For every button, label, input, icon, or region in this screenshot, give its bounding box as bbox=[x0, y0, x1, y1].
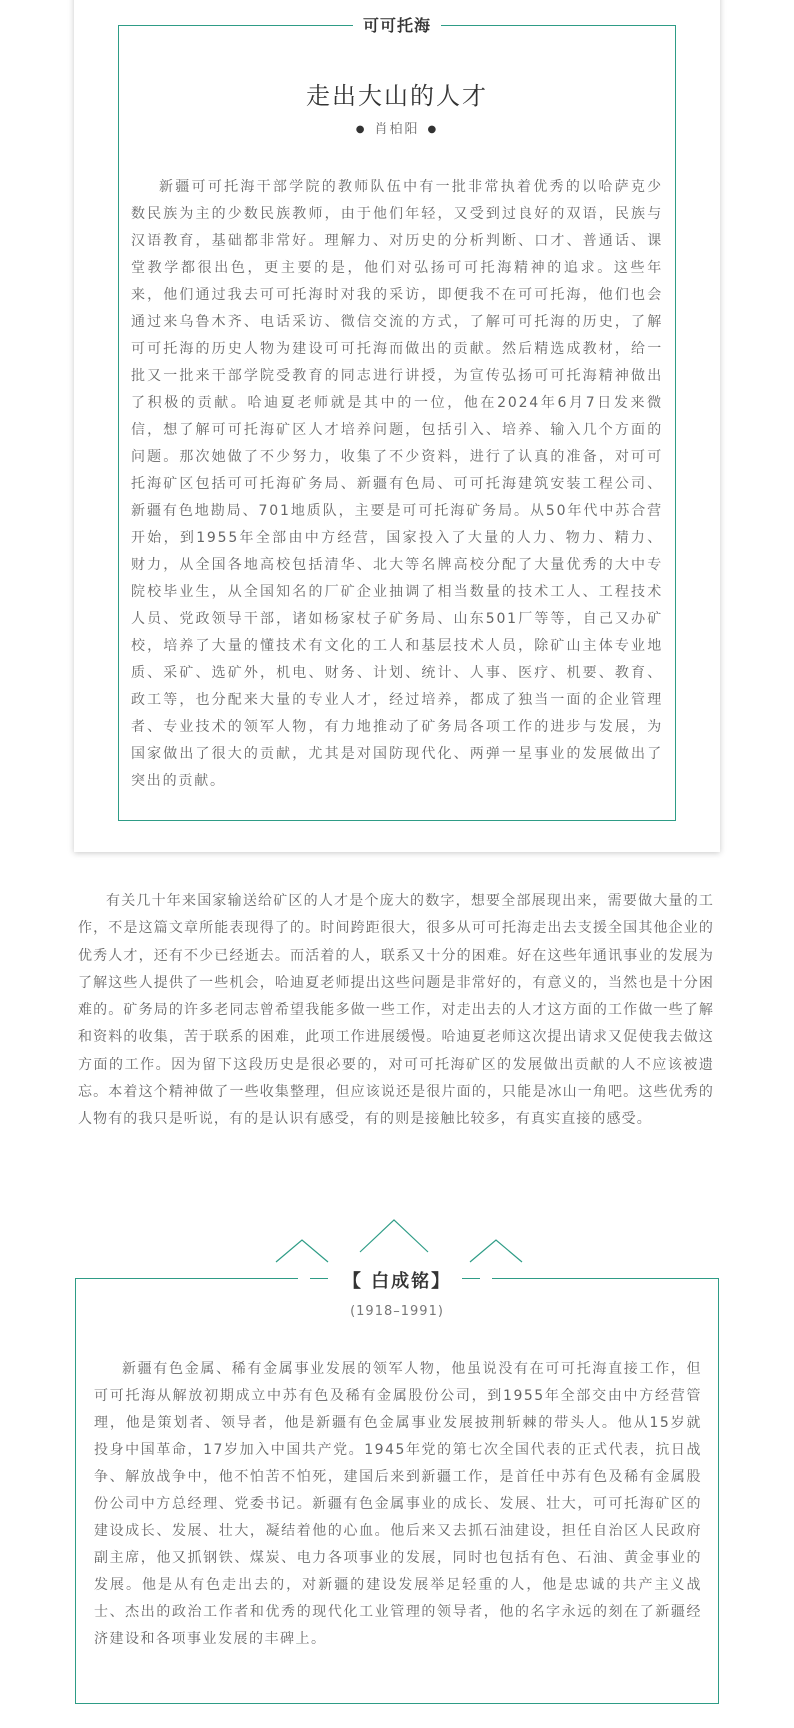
profile-box bbox=[75, 1271, 719, 1704]
bullet-icon: ● bbox=[427, 124, 439, 135]
article-frame bbox=[118, 16, 676, 821]
article-title: 走出大山的人才 bbox=[306, 82, 488, 110]
intro-paragraph: 有关几十年来国家输送给矿区的人才是个庞大的数字，想要全部展现出来，需要做大量的工作，不是这篇文章所能表现得了的。时间跨距很大，很多从可可托海走出去支援全国其他企业的优秀人才，还有不少已经逝去。而活着的人，联系又十分的困难。好在这些年通讯事业的发展为了解这些人提供了一些机会，哈迪夏老师提出这些问题是非常好的，有意义的，当然也是十分困难的。矿务局的许多老同志曾希望我能多做一些工作，对走出去的人才这方面的工作做一些了解和资料的收集，苦于联系的困难，此项工作进展缓慢。哈迪夏老师这次提出请求又促使我去做这方面的工作。因为留下这段历史是很必要的，对可可托海矿区的发展做出贡献的人不应该被遗忘。本着这个精神做了一些收集整理，但应该说还是很片面的，只能是冰山一角吧。这些优秀的人物有的我只是听说，有的是认识有感受，有的则是接触比较多，有真实直接的感受。 bbox=[78, 893, 714, 1128]
profile-years: (1918–1991) bbox=[350, 1304, 444, 1319]
profile-body: 新疆有色金属、稀有金属事业发展的领军人物，他虽说没有在可可托海直接工作，但可可托海从解放初期成立中苏有色及稀有金属股份公司，到1955年全部交由中方经营管理，他是策划者、领导者，他是新疆有色金属事业发展披荆斩棘的带头人。他从15岁就投身中国革命，17岁加入中国共产党。1945年党的第七次全国代表的正式代表，抗日战争、解放战争中，他不怕苦不怕死，建国后来到新疆工作，是首任中苏有色及稀有金属股份公司中方总经理、党委书记。新疆有色金属事业的成长、发展、壮大，可可托海矿区的建设成长、发展、壮大，凝结着他的心血。他后来又去抓石油建设，担任自治区人民政府副主席，他又抓钢铁、煤炭、电力各项事业的发展，同时也包括有色、石油、黄金事业的发展。他是从有色走出去的，对新疆的建设发展举足轻重的人，他是忠诚的共产主义战士、杰出的政治工作者和优秀的现代化工业管理的领导者，他的名字永远的刻在了新疆经济建设和各项事业发展的丰碑上。 bbox=[94, 1361, 702, 1647]
article-body: 新疆可可托海干部学院的教师队伍中有一批非常执着优秀的以哈萨克少数民族为主的少数民族教师，由于他们年轻，又受到过良好的双语，民族与汉语教育，基础都非常好。理解力、对历史的分析判断、口才、普通话、课堂教学都很出色，更主要的是，他们对弘扬可可托海精神的追求。这些年来，他们通过我去可可托海时对我的采访，即便我不在可可托海，他们也会通过来乌鲁木齐、电话采访、微信交流的方式，了解可可托海的历史，了解可可托海的历史人物为建设可可托海而做出的贡献。然后精选成教材，给一批又一批来干部学院受教育的同志进行讲授，为宣传弘扬可可托海精神做出了积极的贡献。哈迪夏老师就是其中的一位，他在2024年6月7日发来微信，想了解可可托海矿区人才培养问题，包括引入、培养、输入几个方面的问题。那次她做了不少努力，收集了不少资料，进行了认真的准备，对可可托海矿区包括可可托海矿务局、新疆有色局、可可托海建筑安装工程公司、新疆有色地勘局、701地质队，主要是可可托海矿务局。从50年代中苏合营开始，到1955年全部由中方经营，国家投入了大量的人力、物力、精力、财力，从全国各地高校包括清华、北大等名牌高校分配了大量优秀的大中专院校毕业生，从全国知名的厂矿企业抽调了相当数量的技术工人、工程技术人员、党政领导干部，诸如杨家杖子矿务局、山东501厂等等，自己又办矿校，培养了大量的懂技术有文化的工人和基层技术人员，除矿山主体专业地质、采矿、选矿外，机电、财务、计划、统计、人事、医疗、机要、教育、政工等，也分配来大量的专业人才，经过培养，都成了独当一面的企业管理者、专业技术的领军人物，有力地推动了矿务局各项工作的进步与发展，为国家做出了很大的贡献，尤其是对国防现代化、两弹一星事业的发展做出了突出的贡献。 bbox=[131, 179, 663, 789]
article-card bbox=[74, 0, 720, 852]
profile-name: 【 白成铭】 bbox=[342, 1271, 452, 1292]
author-name: 肖柏阳 bbox=[374, 122, 420, 137]
mountain-peaks-icon bbox=[274, 1218, 524, 1264]
frame-label: 可可托海 bbox=[353, 13, 441, 36]
bullet-icon: ● bbox=[355, 124, 367, 135]
author-line bbox=[119, 118, 675, 137]
